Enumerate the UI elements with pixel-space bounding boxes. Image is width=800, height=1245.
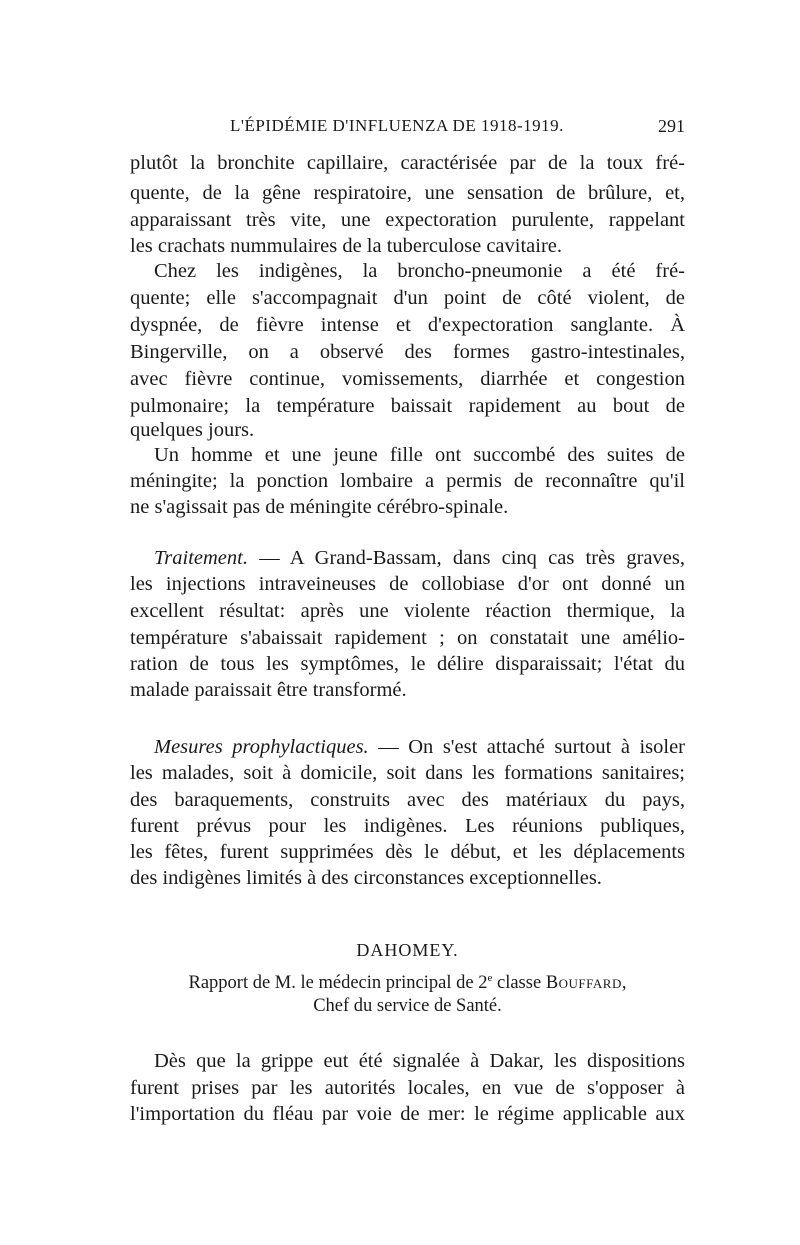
traitement-line: excellent résultat: après une violente réaction thermique, la [130,600,685,622]
para2-line: Bingerville, on a observé des formes gastro-intestinales, [130,341,685,363]
running-title: L'ÉPIDÉMIE D'INFLUENZA DE 1918-1919. [230,116,564,135]
traitement-heading: Traitement. [154,547,248,569]
para2-line: quelques jours. [130,419,255,441]
traitement-first-rest: — A Grand-Bassam, dans cinq cas très graves, [247,547,685,569]
para3-line: ne s'agissait pas de méningite cérébro-spinale. [130,496,509,518]
mesures-line: furent prévus pour les indigènes. Les réunions publiques, [130,815,685,837]
para1-line: plutôt la bronchite capillaire, caractérisée par de la toux fré- [130,152,685,174]
para2-line: dyspnée, de fièvre intense et d'expectoration sanglante. À [130,314,685,336]
para2-line: quente; elle s'accompagnait d'un point de côté violent, de [130,287,685,309]
report-pre: Rapport de M. le médecin principal de 2 [188,973,488,994]
page-header [130,116,685,142]
para3-line: méningite; la ponction lombaire a permis de reconnaître qu'il [130,470,685,492]
mesures-line: des indigènes limités à des circonstances exceptionnelles. [130,867,602,889]
mesures-heading: Mesures prophylactiques. [154,736,369,758]
para2-line: avec fièvre continue, vomissements, diarrhée et congestion [130,368,685,390]
mesures-line: des baraquements, construits avec des matériaux du pays, [130,789,685,811]
report-author: Bouffard [545,973,622,994]
traitement-line: ration de tous les symptômes, le délire disparaissait; l'état du [130,653,685,675]
mesures-first-rest: — On s'est attaché surtout à isoler [368,736,686,758]
page-number: 291 [658,116,685,136]
report-post: , [621,973,627,994]
traitement-first-line [154,545,685,572]
report-mid: classe [492,973,546,994]
para1-line: quente, de la gêne respiratoire, une sensation de brûlure, et, [130,182,685,204]
section-title-dahomey: DAHOMEY. [356,940,459,960]
mesures-first-line [154,734,685,761]
final-para-line: furent prises par les autorités locales, en vue de s'opposer à [130,1077,685,1099]
traitement-line: malade paraissait être transformé. [130,679,407,701]
traitement-line: température s'abaissait rapidement ; on constatait une amélio- [130,627,685,649]
para1-line: apparaissant très vite, une expectoration purulente, rappelant [130,209,685,231]
traitement-line: les injections intraveineuses de collobiase d'or ont donné un [130,573,685,595]
report-byline [130,972,685,994]
mesures-line: les fêtes, furent supprimées dès le début, et les déplacements [130,841,685,863]
para2-line: Chez les indigènes, la broncho-pneumonie a été fré- [154,260,685,282]
final-para-line: Dès que la grippe eut été signalée à Dakar, les dispositions [154,1050,685,1072]
para1-line: les crachats nummulaires de la tuberculose cavitaire. [130,235,563,257]
final-para-line: l'importation du fléau par voie de mer: le régime applicable aux [130,1103,685,1125]
para2-line: pulmonaire; la température baissait rapidement au bout de [130,395,685,417]
mesures-line: les malades, soit à domicile, soit dans les formations sanitaires; [130,762,685,784]
para3-line: Un homme et une jeune fille ont succombé des suites de [154,444,685,466]
report-sup: e [487,972,493,984]
report-role: Chef du service de Santé. [313,996,502,1016]
